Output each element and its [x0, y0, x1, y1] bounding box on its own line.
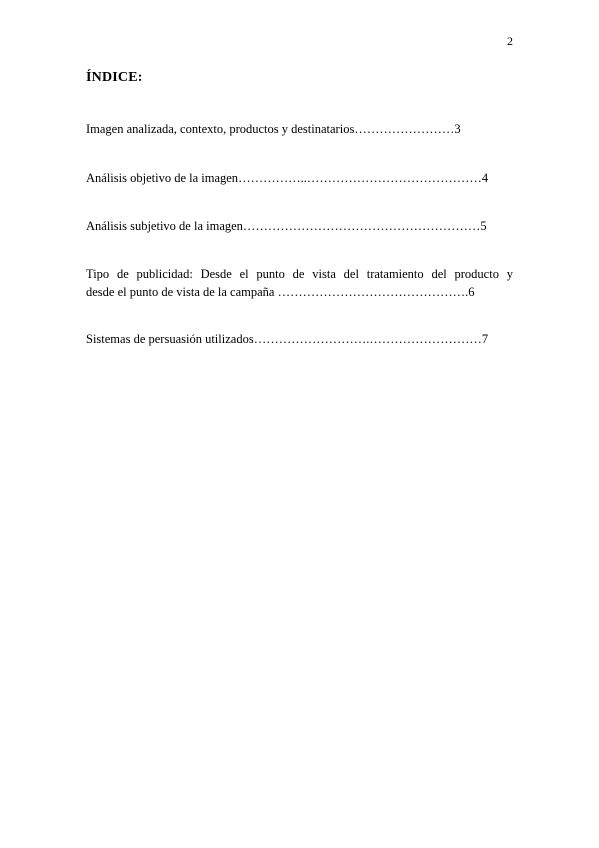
toc-entry-leader: ……………………….………………………: [253, 332, 482, 346]
toc-entry-page: 5: [480, 219, 487, 233]
toc-entry-leader: ……………..……………………………………: [238, 171, 482, 185]
page-number: 2: [507, 34, 513, 48]
toc-entry-page: 6: [468, 285, 475, 299]
toc-entry-page: 3: [454, 122, 461, 136]
toc-entry-3: [86, 217, 487, 235]
toc-entry-5: [86, 330, 488, 348]
toc-entry-text: Sistemas de persuasión utilizados: [86, 332, 254, 346]
toc-entry-page: 7: [481, 332, 489, 346]
toc-entry-leader: ……………………………………….: [277, 285, 469, 299]
toc-entry-text: desde el punto de vista de la campaña: [86, 285, 278, 299]
toc-entry-1: [86, 120, 461, 138]
toc-entry-text: Imagen analizada, contexto, productos y destinatarios: [86, 122, 355, 136]
toc-entry-text: Análisis objetivo de la imagen: [86, 171, 239, 185]
toc-entry-text-line2: [86, 283, 513, 301]
toc-entry-leader: ……………………: [354, 122, 455, 136]
toc-entry-page: 4: [481, 171, 489, 185]
index-title: ÍNDICE:: [86, 70, 143, 85]
toc-entry-2: [86, 169, 488, 187]
toc-entry-text-line1: Tipo de publicidad: Desde el punto de vista del tratamiento del producto y: [86, 267, 513, 281]
toc-entry-leader: …………………………………………………: [242, 219, 481, 233]
toc-entry-4: [86, 265, 513, 301]
toc-entry-text: Análisis subjetivo de la imagen: [86, 219, 243, 233]
